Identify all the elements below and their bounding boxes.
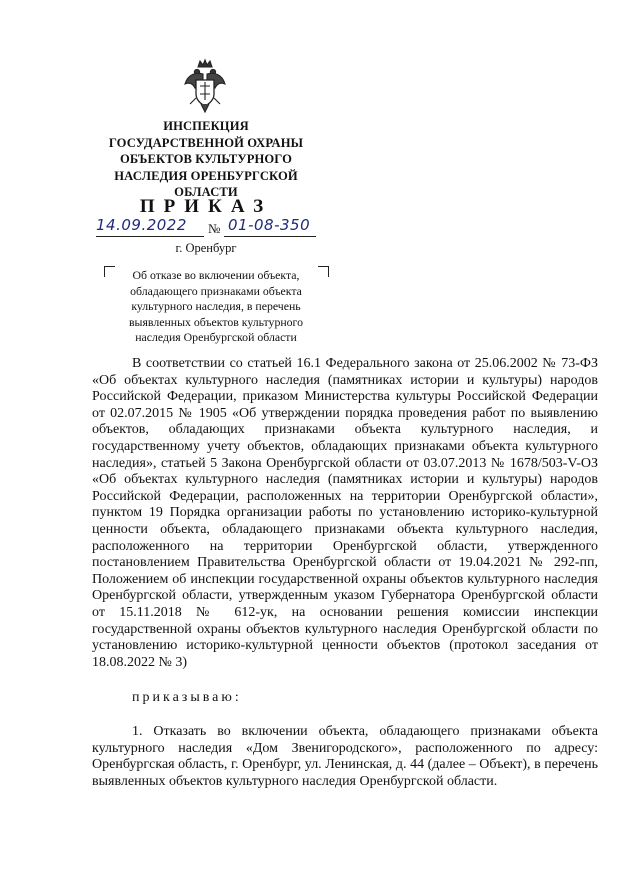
organization-name [96, 118, 316, 201]
subject-line: обладающего признаками объекта [130, 283, 302, 298]
subject-bracket-right [318, 266, 329, 277]
order-number: 01-08-350 [228, 216, 311, 234]
order-subject [114, 268, 318, 346]
number-sign: № [208, 221, 221, 236]
directive-word: приказываю: [132, 690, 242, 705]
order-date-number [96, 216, 316, 242]
number-underline [224, 236, 316, 237]
order-item-1: 1. Отказать во включении объекта, обладающего признаками объекта культурного наследия «Дом Звенигородского», расположенного по адресу: Оренбургская область, г. Оренбург, ул. Ленинская, д. 44 (далее – Объект), в перечень выявленных объектов культурного наследия Оренбургской области. [92, 724, 598, 789]
document-type: ПРИКАЗ [139, 196, 273, 217]
order-date: 14.09.2022 [96, 216, 187, 234]
subject-line: наследия Оренбургской области [135, 330, 297, 345]
date-underline [96, 236, 204, 237]
org-line: ГОСУДАРСТВЕННОЙ ОХРАНЫ [108, 135, 304, 150]
city: г. Оренбург [175, 241, 237, 255]
preamble-paragraph: В соответствии со статьей 16.1 Федерального закона от 25.06.2002 № 73-ФЗ «Об объектах культурного наследия (памятниках истории и культуры) народов Российской Федерации, приказом Министерства культуры Российской Федерации от 02.07.2015 № 1905 «Об утверждении порядка проведения работ по выявлению объектов, обладающих признаками объекта культурного наследия, и государственному учету объектов, обладающих признаками объекта культурного наследия», статьей 5 Закона Оренбургской области от 03.07.2013 № 1678/503-V-ОЗ «Об объектах культурного наследия (памятниках истории и культуры) народов Российской Федерации, расположенных на территории Оренбургской области», пунктом 19 Порядка организации работы по установлению историко-культурной ценности объекта, обладающего признаками объекта культурного наследия, расположенного на территории Оренбургской области, утвержденного постановлением Правительства Оренбургской области от 19.04.2021 № 292-пп, Положением об инспекции государственной охраны объектов культурного наследия Оренбургской области, утвержденным указом Губернатора Оренбургской области от 15.11.2018 № 612-ук, на основании решения комиссии инспекции государственной охраны объектов культурного наследия Оренбургской области по установлению историко-культурной ценности объектов (протокол заседания от 18.08.2022 № 3) [92, 356, 598, 670]
org-line: ИНСПЕКЦИЯ [163, 119, 249, 133]
org-line: ОБЪЕКТОВ КУЛЬТУРНОГО [119, 152, 293, 166]
subject-line: Об отказе во включении объекта, [132, 268, 300, 282]
subject-line: выявленных объектов культурного [128, 314, 303, 329]
org-line: НАСЛЕДИЯ ОРЕНБУРГСКОЙ [114, 168, 298, 183]
coat-of-arms-icon [182, 58, 228, 114]
org-line: ОБЛАСТИ [174, 185, 238, 199]
subject-line: культурного наследия, в перечень [131, 299, 301, 314]
